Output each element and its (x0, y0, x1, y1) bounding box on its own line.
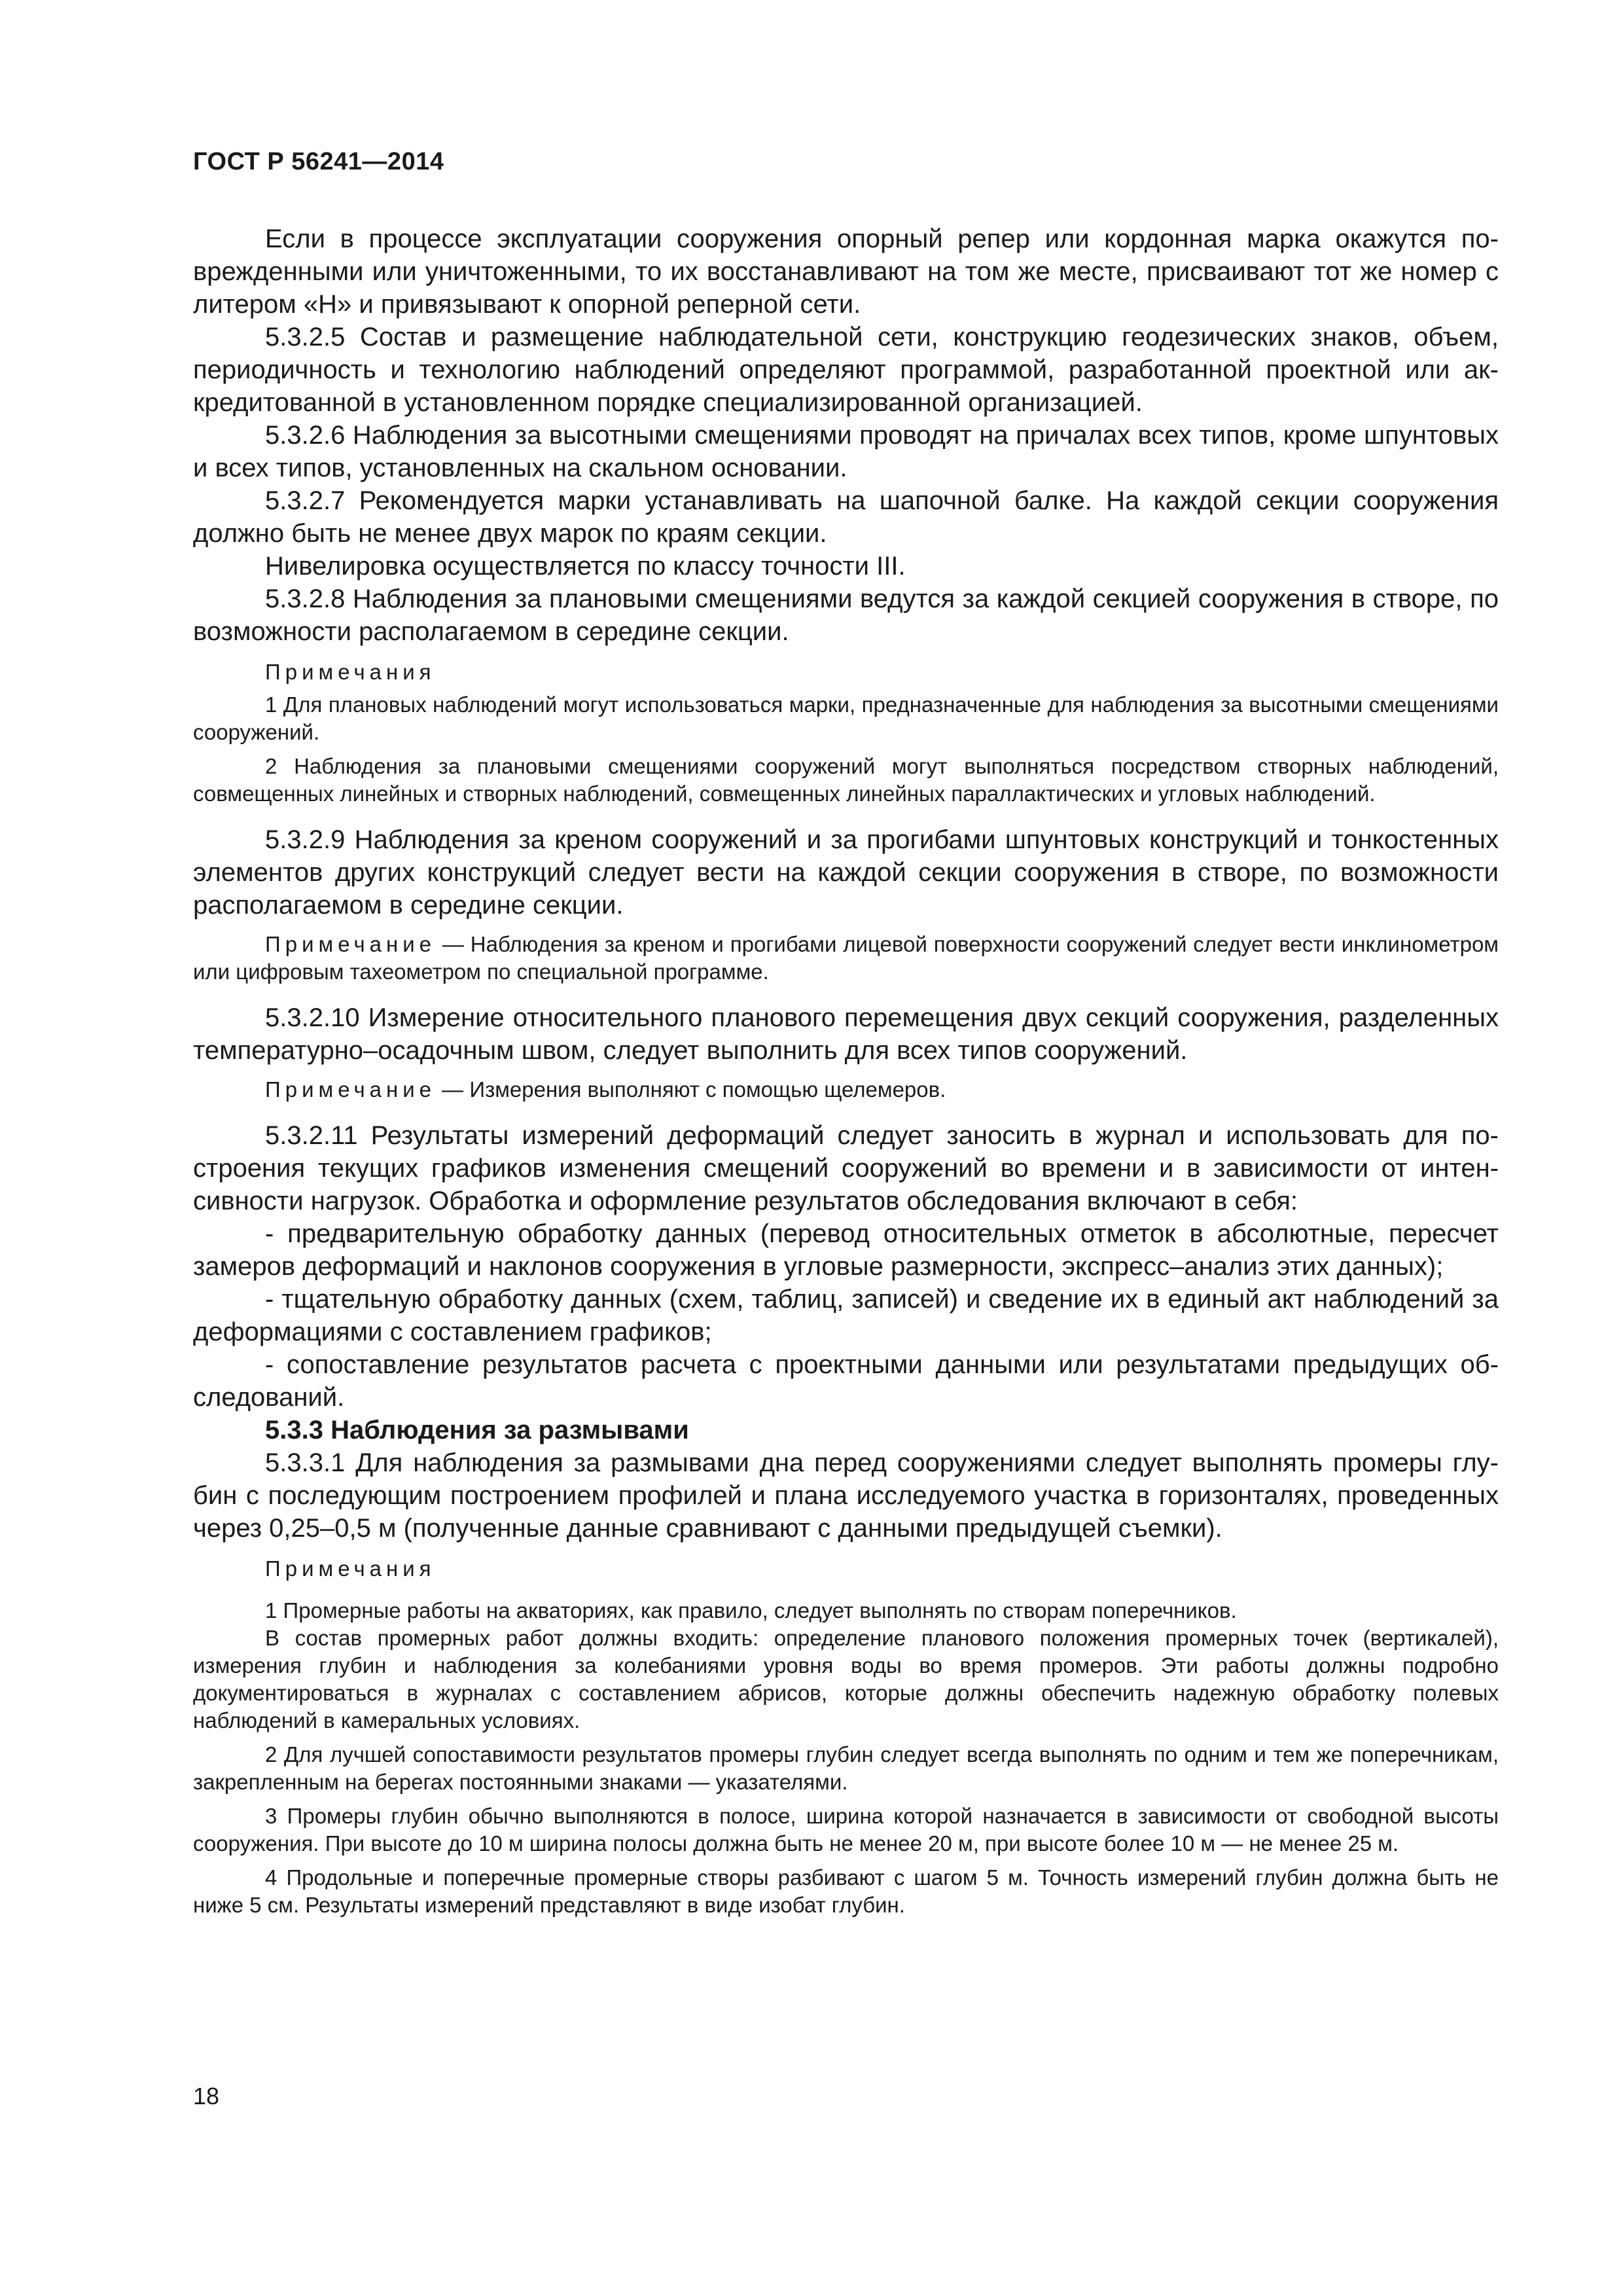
notes-title: Примечания (265, 1556, 436, 1581)
note-single (193, 1076, 1499, 1103)
paragraph-5-3-2-6: 5.3.2.6 Наблюдения за высотными смещениями проводят на причалах всех типов, кроме шпунтовых и всех типов, установленных на скальном основании. (193, 421, 1499, 482)
list-item: - сопоставление результатов расчета с проектными данными или результатами предыдущих обследований. (193, 1350, 1499, 1412)
note-label: Примечание (265, 1077, 437, 1102)
note-item: 2 Для лучшей сопоставимости результатов промеры глубин следует всегда выполнять по одним и тем же поперечникам, закрепленным на берегах постоянными знаками — указателями. (193, 1742, 1499, 1794)
paragraph-5-3-2-8: 5.3.2.8 Наблюдения за плановыми смещениями ведутся за каждой секцией сооружения в створе, по возможности располагаемом в середине секции. (193, 584, 1499, 646)
paragraph-5-3-2-9: 5.3.2.9 Наблюдения за креном сооружений и за прогибами шпунтовых конструкций и тонкостенных элементов других конструкций следует вести на каждой секции сооружения в створе, по возможности располагаемом в середине секции. (193, 825, 1499, 920)
note-item: 4 Продольные и поперечные промерные створы разбивают с шагом 5 м. Точность измерений глубин должна быть не ниже 5 см. Результаты измерений представляют в виде изобат глубин. (193, 1865, 1499, 1917)
list-item: - предварительную обработку данных (перевод относительных отметок в абсолютные, пересчет замеров деформаций и наклонов сооружения в угловые размерности, экспресс–анализ этих данных); (193, 1219, 1499, 1281)
list-item: - тщательную обработку данных (схем, таблиц, записей) и сведение их в единый акт наблюдений за деформациями с составлением графиков; (193, 1285, 1499, 1346)
note-item: 3 Промеры глубин обычно выполняются в полосе, ширина которой назначается в зависимости от свободной высоты сооружения. При высоте до 10 м ширина полосы должна быть не менее 20 м, при высоте более 10 м — не менее 25 м. (193, 1804, 1499, 1856)
note-text: — Наблюдения за креном и прогибами лицевой поверхности сооружений следует вести инклинометром или цифровым тахеометром по специальной программе. (193, 932, 1499, 984)
document-body (193, 223, 1499, 1926)
paragraph-5-3-2-10: 5.3.2.10 Измерение относительного планового перемещения двух секций сооружения, разделенных температурно–осадочным швом, следует выполнить для всех типов сооружений. (193, 1003, 1499, 1065)
note-text: — Измерения выполняют с помощью щелемеров. (436, 1077, 946, 1102)
document-header: ГОСТ Р 56241—2014 (193, 148, 444, 175)
paragraph-5-3-3-1: 5.3.3.1 Для наблюдения за размывами дна перед сооружениями следует выполнять промеры глубин с последующим построением профилей и плана исследуемого участка в горизонталях, проведенных через 0,25–0,5 м (полученные данные сравнивают с данными предыдущей съемки). (193, 1448, 1499, 1543)
paragraph-5-3-2-7: 5.3.2.7 Рекомендуется марки устанавливать на шапочной балке. На каждой секции сооружения должно быть не менее двух марок по краям секции. (193, 486, 1499, 548)
note-item: 1 Для плановых наблюдений могут использоваться марки, предназначенные для наблюдения за высотными смещениями сооружений. (193, 692, 1499, 744)
note-single (193, 931, 1499, 986)
notes-title: Примечания (265, 660, 436, 684)
page-number: 18 (193, 2083, 220, 2109)
paragraph-leveling: Нивелировка осуществляется по классу точности III. (265, 552, 906, 581)
paragraph-5-3-2-5: 5.3.2.5 Состав и размещение наблюдательной сети, конструкцию геодезических знаков, объем, периодичность и технологию наблюдений определяют программой, разработанной проектной или аккредитованной в установленном порядке специализированной организацией. (193, 323, 1499, 417)
note-item: 2 Наблюдения за плановыми смещениями сооружений могут выполняться посредством створных наблюдений, совмещенных линейных и створных наблюдений, совмещенных линейных параллактических и угловых наблюдений. (193, 754, 1499, 806)
paragraph-restoration: Если в процессе эксплуатации сооружения опорный репер или кордонная марка окажутся поврежденными или уничтоженными, то их восстанавливают на том же месте, присваивают тот же номер с литером «Н» и привязывают к опорной реперной сети. (193, 224, 1499, 319)
note-item: 1 Промерные работы на акваториях, как правило, следует выполнять по створам поперечников. (265, 1598, 1237, 1623)
paragraph-5-3-2-11: 5.3.2.11 Результаты измерений деформаций следует заносить в журнал и использовать для построения текущих графиков изменения смещений сооружений во времени и в зависимости от интенсивности нагрузок. Обработка и оформление результатов обследования включают в себя: (193, 1121, 1499, 1215)
note-label: Примечание (265, 932, 437, 956)
section-heading-5-3-3: 5.3.3 Наблюдения за размывами (265, 1416, 689, 1444)
note-item: В состав промерных работ должны входить: определение планового положения промерных точек (вертикалей), измерения глубин и наблюдения за колебаниями уровня воды во время промеров. Эти работы должны подробно документироваться в журналах с составлением абрисов, которые должны обеспечить надежную обработку полевых наблюдений в камеральных условиях. (193, 1626, 1499, 1732)
